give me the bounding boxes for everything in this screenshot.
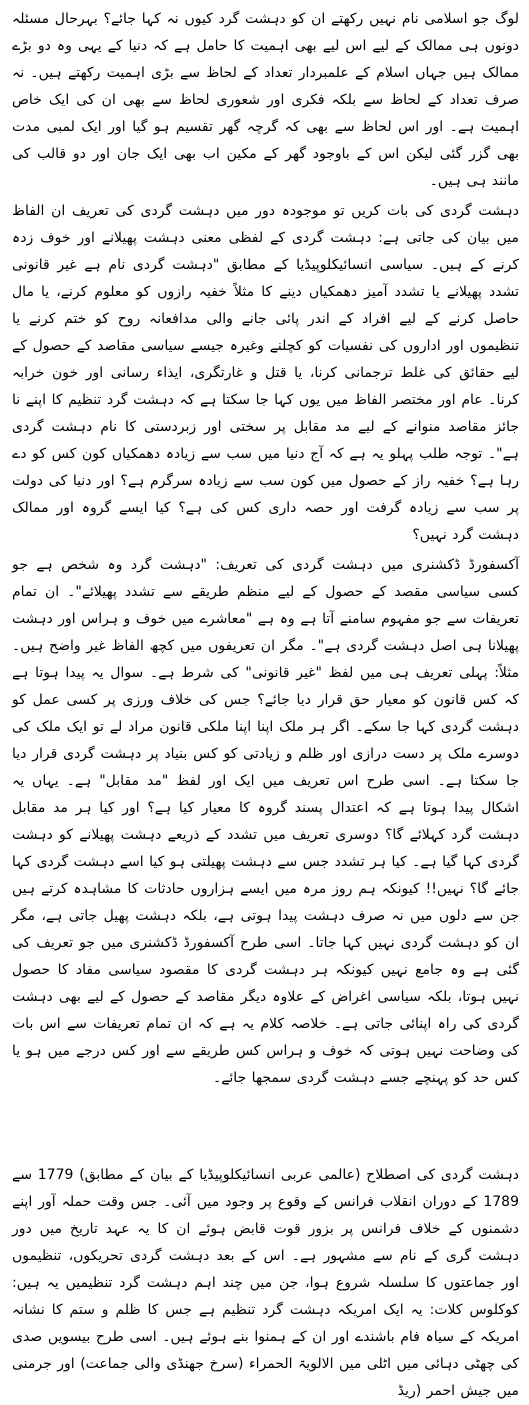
article-paragraph-intro: لوگ جو اسلامی نام نہیں رکھتے ان کو دہشت گرد کیوں نہ کہا جائے؟ بہرحال مسئلہ دونوں ہی ممالک کے لیے اس لیے بھی اہمیت کا حامل ہے کہ دنیا کے یہی وہ دو بڑے ممالک ہیں جہاں اسلام کے علمبردار تعداد کے لحاظ سے بڑی اہمیت رکھتے ہیں۔ نہ صرف تعداد کے لحاظ سے بلکہ فکری اور شعوری لحاظ سے بھی ان کی ایک خاص اہمیت ہے۔ اور اس لحاظ سے بھی کہ گرچہ گھر تقسیم ہو گیا اور ایک لمبی مدت بھی گزر گئی لیکن اس کے باوجود گھر کے مکین اب بھی ایک جان اور دو قالب کی مانند ہی ہیں۔ [12, 11, 519, 189]
article-paragraph-definition: دہشت گردی کی بات کریں تو موجودہ دور میں دہشت گردی کی تعریف ان الفاظ میں بیان کی جاتی ہے: دہشت گردی کے لفظی معنی دہشت پھیلانے اور خوف زدہ کرنے کے ہیں۔ سیاسی انسائیکلوپیڈیا کے مطابق "دہشت گردی نام ہے غیر قانونی تشدد پھیلانے یا تشدد آمیز دھمکیاں دینے کا مثلاً خفیہ رازوں کو معلوم کرنے، یا مال حاصل کرنے کے لیے افراد کے اندر پائی جانے والی مدافعانہ روح کو ختم کرنے یا تنظیموں اور اداروں کی نفسیات کو کچلنے وغیرہ جیسے سیاسی مقاصد کے حصول کے لیے حقائق کی غلط ترجمانی کرنا، یا قتل و غارتگری، ایذاء رسانی اور خون خرابہ کرنا۔ عام اور مختصر الفاظ میں یوں کہا جا سکتا ہے کہ دہشت گرد تنظیم کا اپنے نا جائز مقاصد منوانے کے لیے مد مقابل پر سختی اور زبردستی کا نام دہشت گردی ہے"۔ توجہ طلب پہلو یہ ہے کہ آج دنیا میں سب سے زیادہ دھمکیاں کون کس کو دے رہا ہے؟ خفیہ راز کے حصول میں کون سب سے زیادہ سرگرم ہے؟ اور دنیا کی دولت پر سب سے زیادہ گرفت اور حصہ داری کس کی ہے؟ کیا ایسے گروہ اور ممالک دہشت گرد نہیں؟ [12, 203, 519, 543]
article-paragraph-history: دہشت گردی کی اصطلاح (عالمی عربی انسائیکلوپیڈیا کے بیان کے مطابق) 1779 سے 1789 کے دوران انقلاب فرانس کے وقوع پر وجود میں آئی۔ جس وقت حملہ آور اپنے دشمنوں کے خلاف فرانس پر بزور قوت قابض ہوئے ان کا یہ عہد تاریخ میں دور دہشت گری کے نام سے مشہور ہے۔ اس کے بعد دہشت گردی تحریکوں، تنظیموں اور جماعتوں کا سلسلہ شروع ہوا، جن میں چند اہم دہشت گرد تنظیمیں یہ ہیں: کوکلوس کلات: یہ ایک امریکہ دہشت گرد تنظیم ہے جس کا ظلم و ستم کا نشانہ امریکہ کے سیاہ فام باشندے اور ان کے ہمنوا بنے ہوئے ہیں۔ اسی طرح بیسویں صدی کی چھٹی دہائی میں اٹلی میں الالویۃ الحمراء (سرخ جھنڈی والی جماعت) اور جرمنی میں جیش احمر (ریڈ [12, 1167, 520, 1399]
article-paragraph-oxford: آکسفورڈ ڈکشنری میں دہشت گردی کی تعریف: "دہشت گرد وہ شخص ہے جو کسی سیاسی مقصد کے حصول کے لیے منظم طریقے سے تشدد پھیلائے"۔ ان تمام تعریفات سے جو مفہوم سامنے آتا ہے وہ ہے "معاشرے میں خوف و ہراس اور دہشت پھیلانا ہی اصل دہشت گردی ہے"۔ مگر ان تعریفوں میں کچھ الفاظ غیر واضح ہیں۔ مثلاً: پہلی تعریف ہی میں لفظ "غیر قانونی" کی شرط ہے۔ سوال یہ پیدا ہوتا ہے کہ کس قانون کو معیار حق قرار دیا جائے؟ جس کی خلاف ورزی پر کسی عمل کو دہشت گردی کہا جا سکے۔ اگر ہر ملک اپنا اپنا ملکی قانون مراد لے تو ایک ملک کی دوسرے ملک پر دست درازی اور ظلم و زیادتی کو کس بنیاد پر دہشت گردی قرار دیا جا سکتا ہے۔ اسی طرح اس تعریف میں ایک اور لفظ "مد مقابل" ہے۔ یہاں یہ اشکال پیدا ہوتا ہے کہ اعتدال پسند گروہ کا معیار کیا ہے؟ اور کیا ہر مد مقابل دہشت گرد کہلائے گا؟ دوسری تعریف میں تشدد کے ذریعے دہشت پھیلانے کو دہشت گردی کہا گیا ہے۔ کیا ہر تشدد جس سے دہشت پھیلتی ہو کیا اسے دہشت گردی کہا جائے گا؟ نہیں!! کیونکہ ہم روز مرہ میں ایسے ہزاروں حادثات کا مشاہدہ کرتے ہیں جن سے دلوں میں نہ صرف دہشت پیدا ہوتی ہے، بلکہ دہشت پھیل جاتی ہے، مگر ان کو دہشت گردی نہیں کہا جاتا۔ اسی طرح آکسفورڈ ڈکشنری میں جو تعریف کی گئی ہے وہ جامع نہیں کیونکہ ہر دہشت گردی کا مقصود سیاسی مفاد کا حصول نہیں ہوتا، بلکہ سیاسی اغراض کے علاوہ دیگر مقاصد کے حصول کے لیے بھی دہشت گردی کی راہ اپنائی جاتی ہے۔ خلاصہ کلام یہ ہے کہ ان تمام تعریفات سے اس بات کی وضاحت نہیں ہوتی کہ خوف و ہراس کس طریقے سے اور کس درجے میں ہو یا کس حد کو پہنچے جسے دہشت گردی سمجھا جائے۔ [12, 557, 519, 1086]
section-spacer [12, 1092, 519, 1162]
